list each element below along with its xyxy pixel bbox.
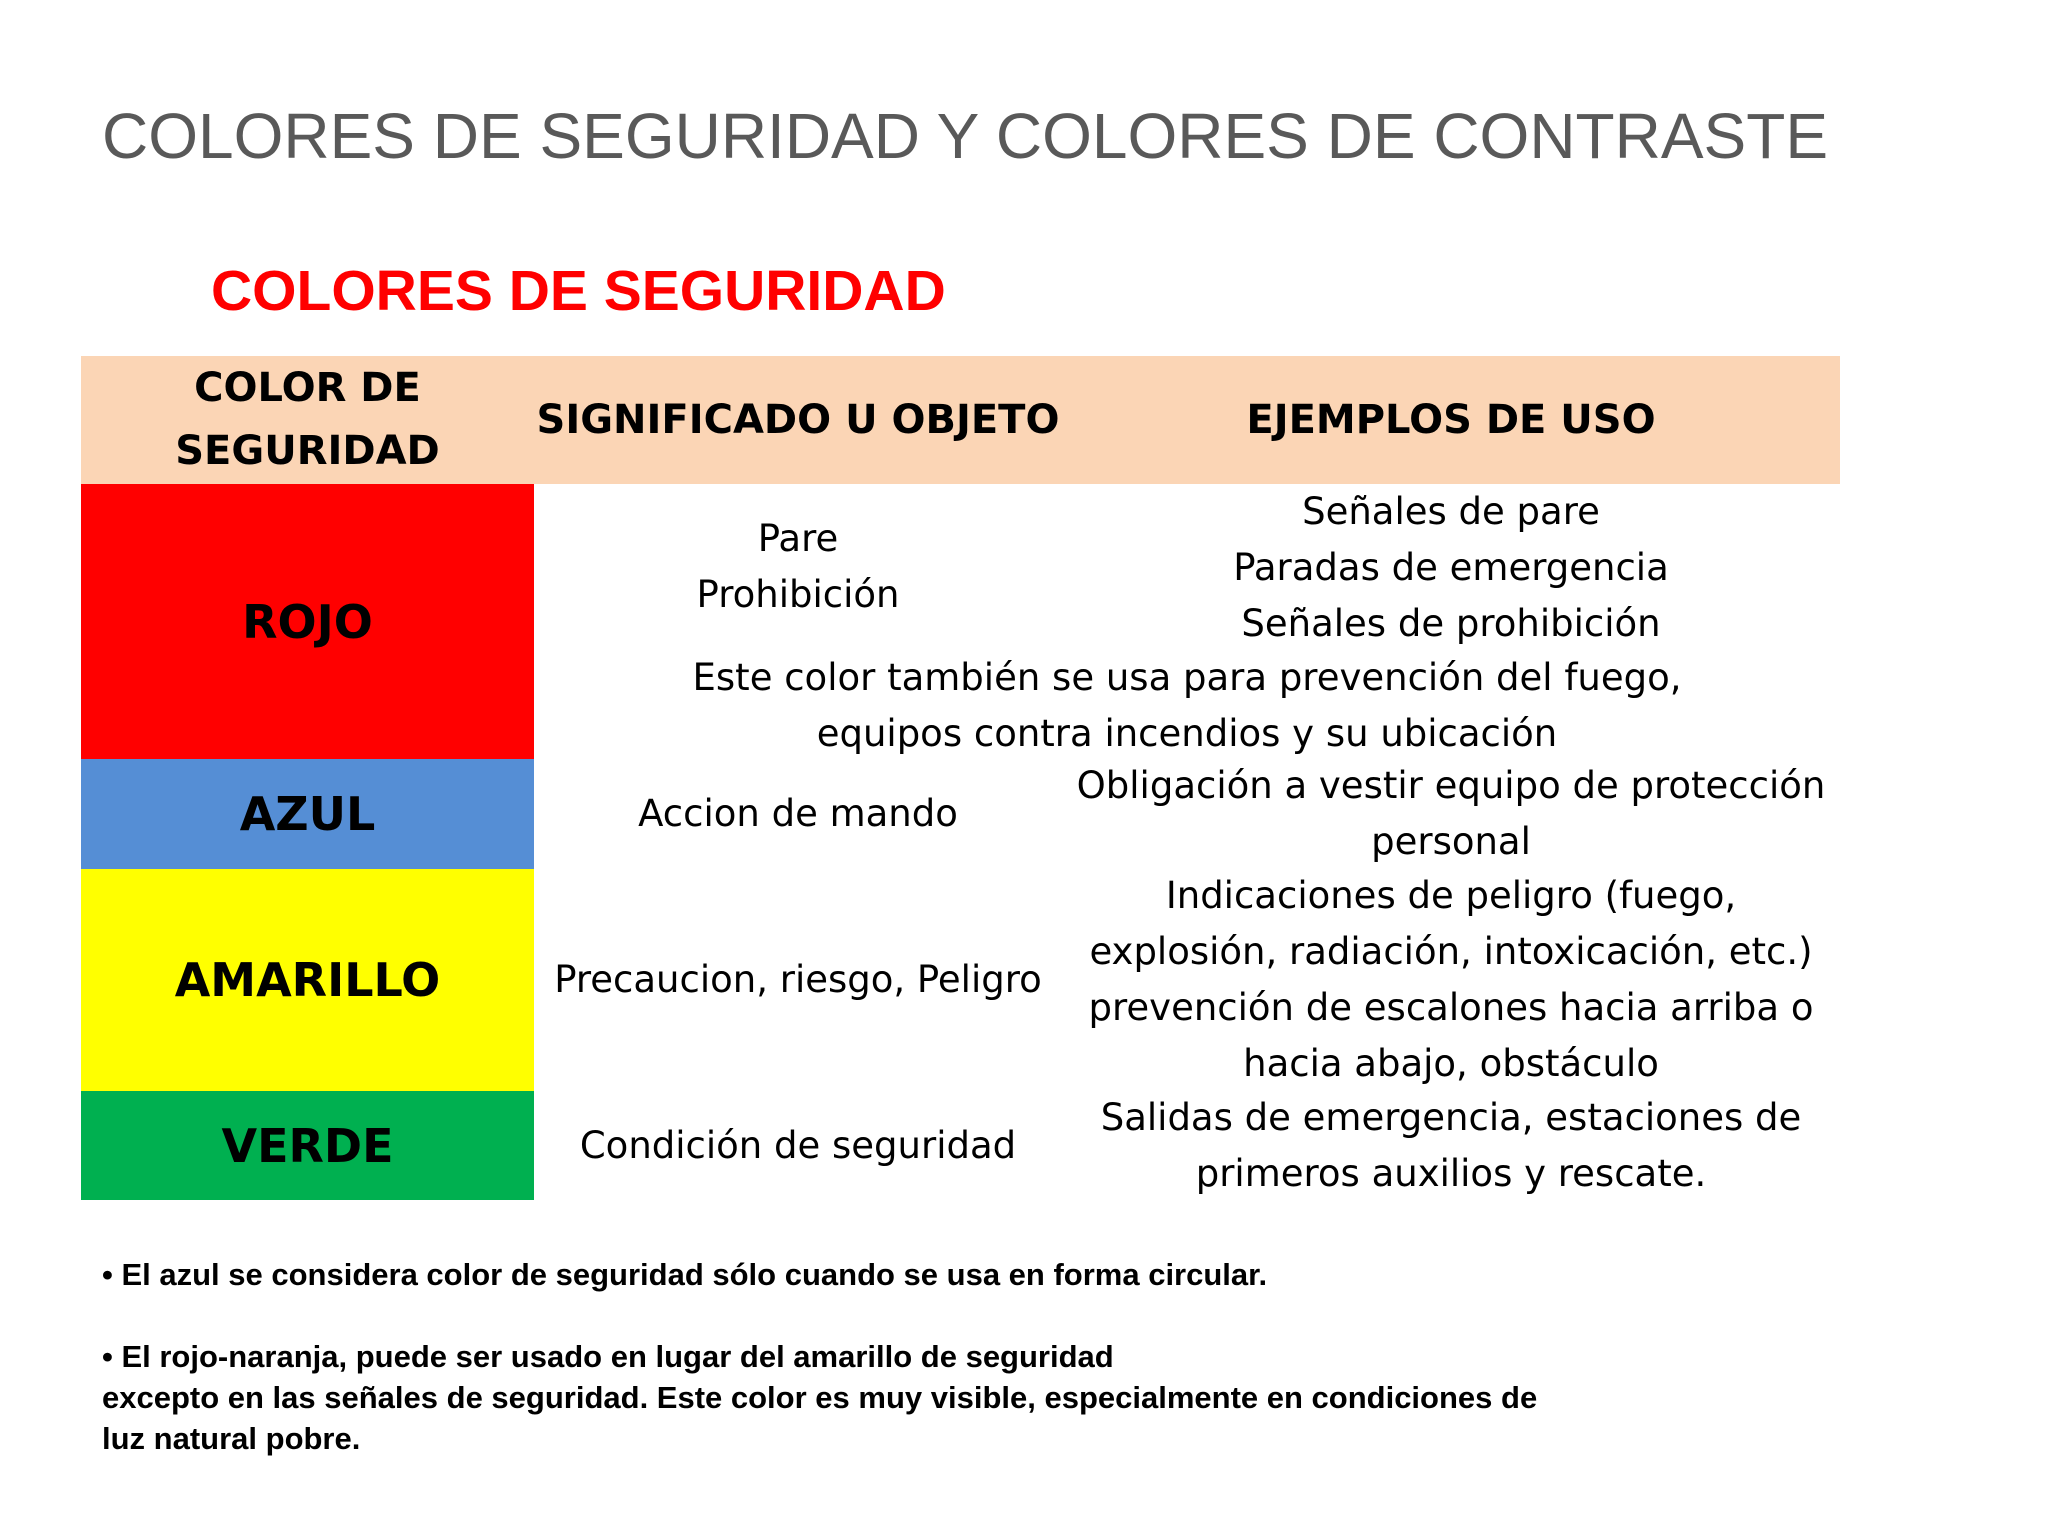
- notes-section: [102, 1254, 1802, 1459]
- note-azul-circular: • El azul se considera color de seguridad sólo cuando se usa en forma circular.: [102, 1257, 1268, 1292]
- header-color: COLOR DE SEGURIDAD: [175, 365, 440, 474]
- section-title: COLORES DE SEGURIDAD: [211, 259, 946, 323]
- meaning-azul: Accion de mando: [638, 792, 958, 835]
- header-examples: EJEMPLOS DE USO: [1246, 396, 1656, 443]
- color-swatch-azul: AZUL: [81, 759, 534, 869]
- meaning-verde: Condición de seguridad: [579, 1123, 1017, 1167]
- examples-rojo: Señales de pare Paradas de emergencia Señales de prohibición: [1233, 490, 1669, 645]
- note-rojo-naranja: • El rojo-naranja, puede ser usado en lugar del amarillo de seguridad excepto en las señales de seguridad. Este color es muy visible, especialmente en condiciones de luz natural pobre.: [102, 1339, 1538, 1456]
- safety-colors-table: [81, 356, 1840, 1200]
- examples-azul: Obligación a vestir equipo de protección personal: [1076, 764, 1826, 863]
- meaning-rojo: Pare Prohibición: [696, 516, 900, 616]
- color-swatch-amarillo: AMARILLO: [81, 869, 534, 1091]
- slide-title: COLORES DE SEGURIDAD Y COLORES DE CONTRASTE: [102, 100, 1828, 172]
- meaning-amarillo: Precaucion, riesgo, Peligro: [554, 958, 1042, 1001]
- color-swatch-verde: VERDE: [81, 1091, 534, 1200]
- header-meaning: SIGNIFICADO U OBJETO: [536, 396, 1060, 443]
- color-swatch-rojo: ROJO: [81, 484, 534, 759]
- examples-verde: Salidas de emergencia, estaciones de primeros auxilios y rescate.: [1100, 1095, 1802, 1195]
- rojo-extra-note: Este color también se usa para prevención del fuego, equipos contra incendios y su ubicación: [692, 656, 1682, 755]
- examples-amarillo: Indicaciones de peligro (fuego, explosión, radiación, intoxicación, etc.) prevención de escalones hacia arriba o hacia abajo, obstáculo: [1088, 874, 1814, 1085]
